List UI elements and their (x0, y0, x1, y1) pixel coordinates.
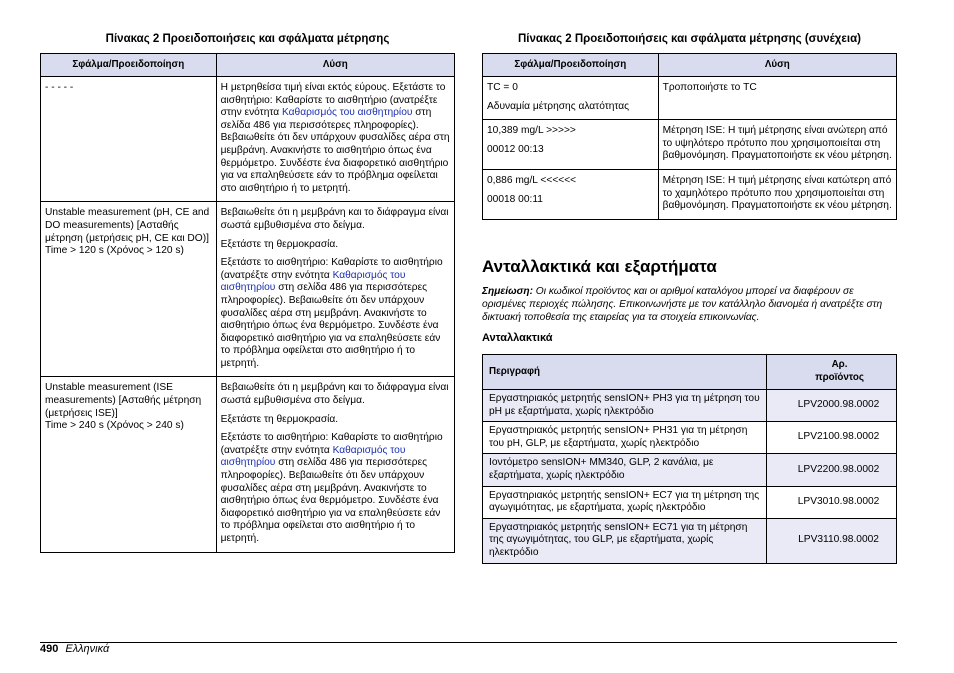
solution-cell: Βεβαιωθείτε ότι η μεμβράνη και το διάφραγμα είναι σωστά εμβυθισμένα στο δείγμα. Εξετάστε τη θερμοκρασία. Εξετάστε το αισθητήριο: Καθαρίστε το αισθητήριο (ανατρέξτε στην ενότητα Καθαρισμός του αισθητηρίου στη σελίδα 486 για περισσότερες πληροφορίες). Βεβαιωθείτε ότι δεν υπάρχουν φυσαλίδες αέρα στη μεμβράνη. Ανακινήστε το αισθητήριο όπως ένα θερμόμετρο. Συνδέστε ένα διαφορετικό αισθητήριο για να επαληθεύσετε εάν το πρόβλημα οφείλεται στο αισθητήριο ή το μετρητή. (216, 377, 454, 552)
part-code: LPV2000.98.0002 (767, 390, 897, 422)
solution-cell: Μέτρηση ISE: Η τιμή μέτρησης είναι ανώτερη από το υψηλότερο πρότυπο που χρησιμοποιείται στη βαθμονόμηση. Πραγματοποιήστε εκ νέου μέτρηση. (658, 120, 896, 170)
spare-parts-heading: Ανταλλακτικά (482, 332, 553, 344)
error-cell: TC = 0 Αδυναμία μέτρησης αλατότητας (483, 77, 659, 120)
column-header-error: Σφάλμα/Προειδοποίηση (483, 54, 659, 77)
table-row (483, 422, 897, 454)
part-code: LPV3010.98.0002 (767, 486, 897, 518)
table-row (483, 454, 897, 486)
left-table-caption: Πίνακας 2 Προειδοποιήσεις και σφάλματα μέτρησης (105, 33, 390, 45)
footer-rule (40, 642, 897, 643)
cleaning-link[interactable]: Καθαρισμός του αισθητηρίου (281, 107, 413, 119)
error-cell: Unstable measurement (pH, CE and DO measurements) [Ασταθής μέτρηση (μετρήσεις pH, CE και DO)] Time > 120 s (Χρόνος > 120 s) (41, 202, 217, 377)
part-description: Εργαστηριακός μετρητής sensION+ EC7 για τη μέτρηση της αγωγιμότητας, με εξαρτήματα, χωρίς ηλεκτρόδιο (483, 486, 767, 518)
error-cell: 0,886 mg/L <<<<<< 00018 00:11 (483, 169, 659, 219)
solution-cell: Μέτρηση ISE: Η τιμή μέτρησης είναι κατώτερη από το χαμηλότερο πρότυπο που χρησιμοποιείται στη βαθμονόμηση. Πραγματοποιήστε εκ νέου μέτρηση. (658, 169, 896, 219)
column-header-solution: Λύση (658, 54, 896, 77)
part-code: LPV2200.98.0002 (767, 454, 897, 486)
solution-cell: Η μετρηθείσα τιμή είναι εκτός εύρους. Εξετάστε το αισθητήριο: Καθαρίστε το αισθητήριο (ανατρέξτε στην ενότητα Καθαρισμός του αισθητηρίου στη σελίδα 486 για περισσότερες πληροφορίες). Βεβαιωθείτε ότι δεν υπάρχουν φυσαλίδες αέρα στη μεμβράνη. Ανακινήστε το αισθητήριο όπως ένα θερμόμετρο. Συνδέστε ένα διαφορετικό αισθητήριο για να επαληθεύσετε εάν το πρόβλημα οφείλεται στο αισθητήριο ή το μετρητή. (216, 77, 454, 202)
table-row (483, 120, 897, 170)
page-number: 490 (40, 643, 59, 655)
part-description: Εργαστηριακός μετρητής sensION+ PH31 για τη μέτρηση του pH, GLP, με εξαρτήματα, χωρίς ηλεκτρόδιο (483, 422, 767, 454)
table-row (41, 77, 455, 202)
table-row (483, 77, 897, 120)
right-table-caption: Πίνακας 2 Προειδοποιήσεις και σφάλματα μέτρησης (συνέχεια) (518, 33, 861, 45)
column-header-description: Περιγραφή (483, 355, 767, 390)
table-row (483, 390, 897, 422)
part-description: Ιοντόμετρο sensION+ MM340, GLP, 2 κανάλια, με εξαρτήματα, χωρίς ηλεκτρόδιο (483, 454, 767, 486)
solution-cell: Τροποποιήστε το TC (658, 77, 896, 120)
table-row (483, 486, 897, 518)
errors-table-continued (482, 53, 897, 220)
note-paragraph: Σημείωση: Οι κωδικοί προϊόντος και οι αριθμοί καταλόγου μπορεί να διαφέρουν σε ορισμένες περιοχές πώλησης. Επικοινωνήστε με τον κατάλληλο διανομέα ή ανατρέξτε στη δικτυακή τοποθεσία της εταιρείας για τα στοιχεία επικοινωνίας. (482, 286, 883, 323)
part-description: Εργαστηριακός μετρητής sensION+ PH3 για τη μέτρηση του pH με εξαρτήματα, χωρίς ηλεκτρόδιο (483, 390, 767, 422)
column-header-code: Αρ. προϊόντος (767, 355, 897, 390)
page-footer (40, 643, 109, 655)
column-header-solution: Λύση (216, 54, 454, 77)
cleaning-link[interactable]: Καθαρισμός του αισθητηρίου (220, 444, 406, 469)
error-cell: 10,389 mg/L >>>>> 00012 00:13 (483, 120, 659, 170)
part-code: LPV3110.98.0002 (767, 518, 897, 563)
note-label: Σημείωση: (482, 286, 533, 297)
part-description: Εργαστηριακός μετρητής sensION+ EC71 για τη μέτρηση της αγωγιμότητας, του GLP, με εξαρτήματα, χωρίς ηλεκτρόδιο (483, 518, 767, 563)
column-header-error: Σφάλμα/Προειδοποίηση (41, 54, 217, 77)
section-title: Ανταλλακτικά και εξαρτήματα (482, 257, 717, 276)
error-cell: - - - - - (41, 77, 217, 202)
table-row (483, 169, 897, 219)
table-row (483, 518, 897, 563)
spare-parts-table (482, 354, 897, 564)
footer-language: Ελληνικά (65, 643, 110, 655)
table-row (41, 377, 455, 552)
errors-table (40, 53, 455, 553)
part-code: LPV2100.98.0002 (767, 422, 897, 454)
error-cell: Unstable measurement (ISE measurements) [Ασταθής μέτρηση (μετρήσεις ISE)] Time > 240 s (Χρόνος > 240 s) (41, 377, 217, 552)
cleaning-link[interactable]: Καθαρισμός του αισθητηρίου (220, 269, 406, 294)
solution-cell: Βεβαιωθείτε ότι η μεμβράνη και το διάφραγμα είναι σωστά εμβυθισμένα στο δείγμα. Εξετάστε τη θερμοκρασία. Εξετάστε το αισθητήριο: Καθαρίστε το αισθητήριο (ανατρέξτε στην ενότητα Καθαρισμός του αισθητηρίου στη σελίδα 486 για περισσότερες πληροφορίες). Βεβαιωθείτε ότι δεν υπάρχουν φυσαλίδες αέρα στη μεμβράνη. Ανακινήστε το αισθητήριο όπως ένα θερμόμετρο. Συνδέστε ένα διαφορετικό αισθητήριο για να επαληθεύσετε εάν το πρόβλημα οφείλεται στο αισθητήριο ή το μετρητή. (216, 202, 454, 377)
table-row (41, 202, 455, 377)
